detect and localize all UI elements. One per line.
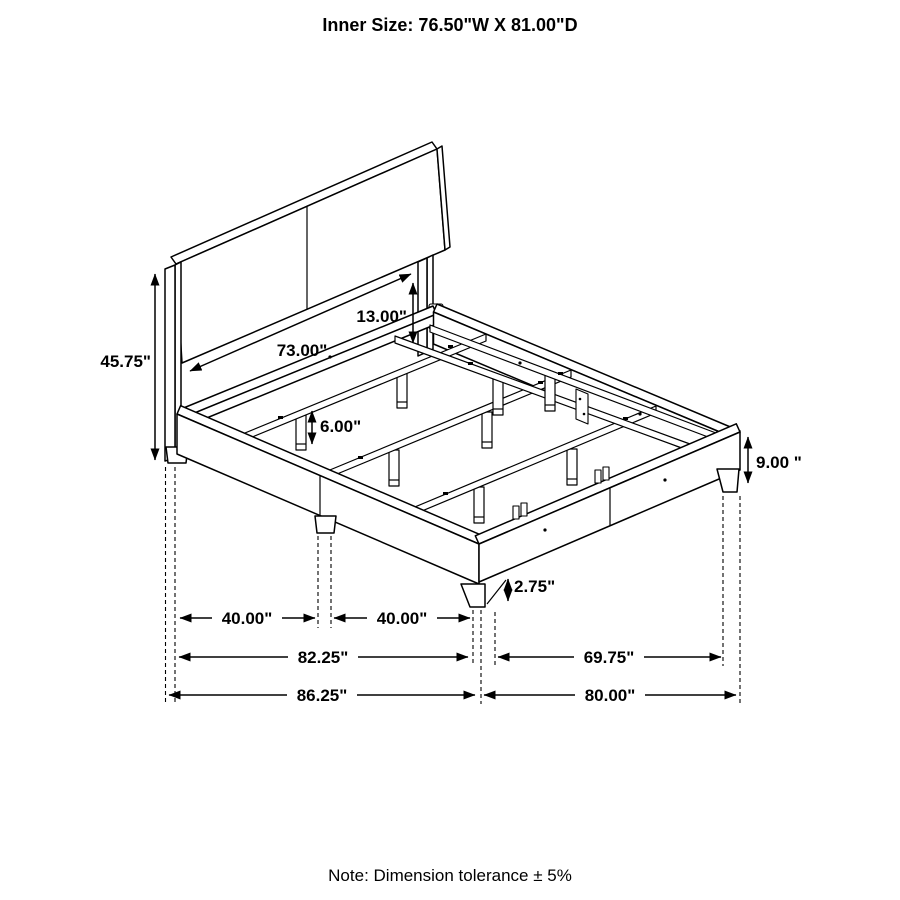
dim-width-inner: 69.75" [583, 648, 635, 667]
screw-dot [663, 478, 666, 481]
page-title: Inner Size: 76.50"W X 81.00"D [322, 15, 578, 35]
slat-tick [558, 372, 563, 375]
dim-headboard-height: 45.75" [100, 352, 151, 371]
leg-leader-line [487, 580, 506, 604]
headboard-post-right [418, 258, 427, 356]
headboard-post-left [165, 265, 175, 461]
slat-tick [538, 381, 543, 384]
dim-length-outer: 86.25" [296, 686, 348, 705]
slat-tick [443, 492, 448, 495]
screw-dot [543, 528, 546, 531]
screw-dot [518, 361, 521, 364]
dim-span-left-a: 40.00" [221, 609, 273, 628]
dim-foot-leg-height: 2.75" [514, 577, 556, 596]
dim-width-outer: 80.00" [584, 686, 636, 705]
slat-holder-tab [513, 506, 519, 519]
center-rail-bracket [576, 389, 588, 424]
slat-tick [278, 416, 283, 419]
slat-holder-tab [603, 467, 609, 480]
dim-panel-to-rail: 13.00" [356, 307, 407, 326]
corner-leg-front [461, 584, 485, 607]
left-rail-center-leg [315, 516, 336, 533]
dim-slat-leg-height: 6.00" [320, 417, 362, 436]
center-rail [430, 325, 716, 440]
slat-tick [358, 456, 363, 459]
dim-length-inner: 82.25" [297, 648, 349, 667]
tolerance-note: Note: Dimension tolerance ± 5% [328, 866, 572, 885]
slat-holder-tab [521, 503, 527, 516]
corner-leg-right [717, 469, 739, 492]
slat-tick [448, 345, 453, 348]
slat-tick [623, 417, 628, 420]
slat-tick [468, 362, 473, 365]
dim-headboard-width: 73.00" [276, 341, 328, 360]
dim-span-left-b: 40.00" [376, 609, 428, 628]
screw-dot [328, 355, 331, 358]
slat-leg [296, 415, 306, 450]
slat-holder-tab [595, 470, 601, 483]
slat-leg [397, 373, 407, 408]
screw-dot [638, 412, 641, 415]
dim-rail-height: 9.00 " [756, 453, 802, 472]
